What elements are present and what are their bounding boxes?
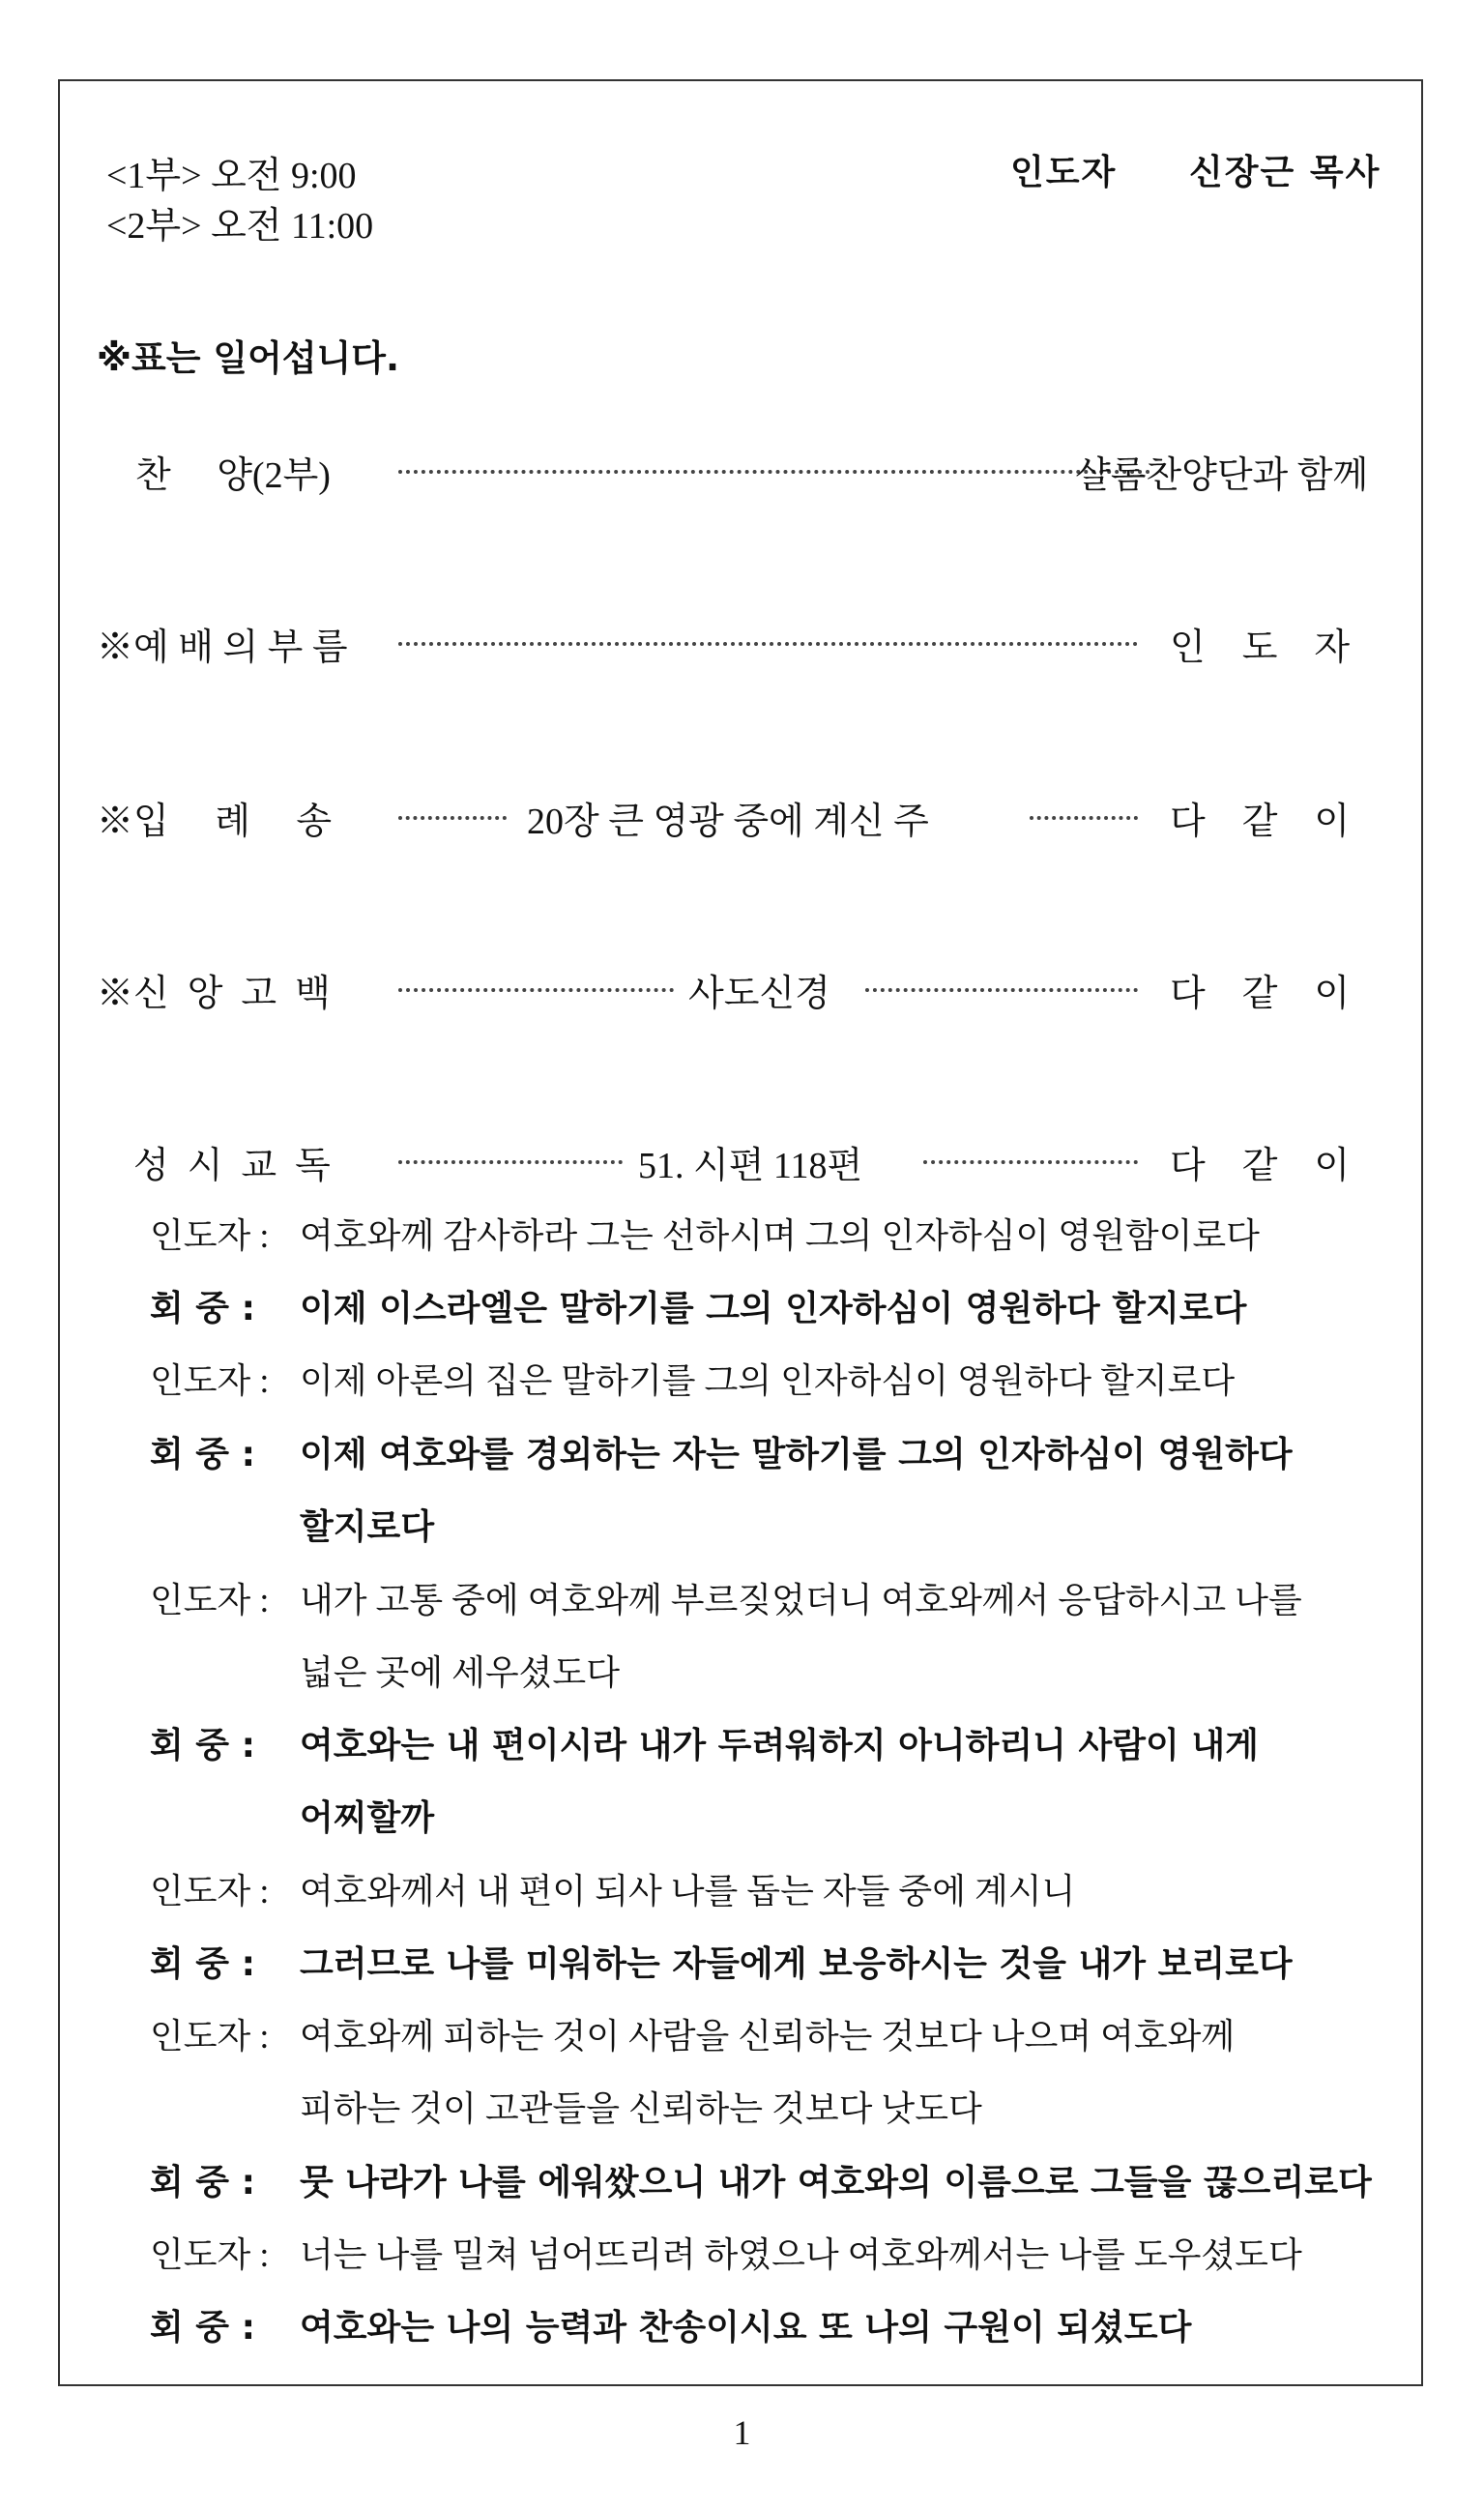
speaker-label: 회 중 :	[150, 1726, 256, 1765]
reading-line-congregation	[150, 1718, 1259, 1767]
reading-continuation: 어찌할까	[300, 1798, 435, 1838]
reading-line-leader	[150, 1209, 1260, 1258]
order-label: ※예 배 의 부 름	[97, 627, 348, 668]
speaker-label: 인도자 :	[150, 1361, 270, 1400]
order-item-opening-hymn	[97, 791, 1382, 849]
reading-line-congregation	[150, 2155, 1372, 2204]
leader-dots	[398, 812, 507, 820]
order-right: 인 도 자	[1170, 627, 1351, 668]
leader-dots	[398, 638, 1138, 646]
standing-note: ※표는 일어섭니다.	[97, 337, 400, 379]
speaker-label: 회 중 :	[150, 2163, 256, 2203]
reading-line-leader	[150, 1864, 1076, 1913]
reading-line-leader	[150, 1573, 1302, 1622]
order-item-responsive-reading	[97, 1135, 1382, 1193]
leader-dots	[1030, 812, 1138, 820]
order-right: 샬롬찬양단과 함께	[1075, 455, 1369, 496]
order-middle: 51. 시편 118편	[638, 1146, 863, 1186]
reading-text: 이제 아론의 집은 말하기를 그의 인자하심이 영원하다 할지로다	[300, 1361, 1236, 1400]
order-label: ※입 례 송	[97, 802, 333, 842]
reading-text: 그러므로 나를 미워하는 자들에게 보응하시는 것을 내가 보리로다	[300, 1944, 1293, 1984]
order-item-creed	[97, 963, 1382, 1021]
order-item-praise	[97, 445, 1382, 503]
speaker-label: 회 중 :	[150, 2308, 256, 2348]
reading-continuation: 피하는 것이 고관들을 신뢰하는 것보다 낫도다	[300, 2089, 982, 2128]
director-name: 신장근 목사	[1189, 153, 1382, 192]
leader-dots	[398, 466, 1150, 474]
reading-line-congregation	[150, 1281, 1247, 1330]
leader-dots	[865, 984, 1138, 992]
leader-dots	[398, 984, 674, 992]
order-middle: 20장 큰 영광 중에 계신 주	[527, 802, 929, 842]
reading-text: 이제 이스라엘은 말하기를 그의 인자하심이 영원하다 할지로다	[300, 1289, 1247, 1328]
reading-text: 여호와께 피하는 것이 사람을 신뢰하는 것보다 나으며 여호와께	[300, 2017, 1236, 2056]
order-label: 성 시 교 독	[133, 1146, 331, 1186]
leader-dots	[398, 1156, 623, 1164]
reading-line-congregation	[150, 1937, 1293, 1986]
order-right: 다 같 이	[1170, 802, 1351, 842]
speaker-label: 인도자 :	[150, 1581, 270, 1619]
speaker-label: 인도자 :	[150, 1216, 270, 1255]
reading-text: 여호와께 감사하라 그는 선하시며 그의 인자하심이 영원함이로다	[300, 1216, 1260, 1255]
order-right: 다 같 이	[1170, 1146, 1351, 1186]
reading-line-congregation	[150, 2300, 1192, 2349]
service-time-2: <2부> 오전 11:00	[106, 206, 374, 247]
reading-text: 내가 고통 중에 여호와께 부르짖었더니 여호와께서 응답하시고 나를	[300, 1581, 1302, 1619]
reading-line-leader	[150, 2009, 1236, 2058]
reading-line-leader	[150, 1354, 1236, 1403]
reading-line-congregation	[150, 1427, 1293, 1476]
reading-text: 여호와는 내 편이시라 내가 두려워하지 아니하리니 사람이 내게	[300, 1726, 1259, 1765]
reading-line-leader	[150, 2228, 1302, 2277]
page-number: 1	[733, 2413, 751, 2452]
speaker-label: 인도자 :	[150, 2017, 270, 2056]
speaker-label: 회 중 :	[150, 1289, 256, 1328]
order-label: 찬 양(2부)	[135, 455, 331, 496]
reading-text: 너는 나를 밀쳐 넘어뜨리려 하였으나 여호와께서는 나를 도우셨도다	[300, 2235, 1302, 2274]
service-time-1: <1부> 오전 9:00	[106, 156, 357, 196]
speaker-label: 회 중 :	[150, 1435, 256, 1474]
reading-text: 뭇 나라가 나를 에워쌌으니 내가 여호와의 이름으로 그들을 끊으리로다	[300, 2163, 1372, 2203]
leader-dots	[923, 1156, 1138, 1164]
order-label: ※신 앙 고 백	[97, 974, 331, 1014]
reading-text: 여호와는 나의 능력과 찬송이시요 또 나의 구원이 되셨도다	[300, 2308, 1192, 2348]
reading-continuation: 넓은 곳에 세우셨도다	[300, 1653, 620, 1692]
order-right: 다 같 이	[1170, 974, 1351, 1014]
reading-text: 이제 여호와를 경외하는 자는 말하기를 그의 인자하심이 영원하다	[300, 1435, 1293, 1474]
order-middle: 사도신경	[688, 974, 830, 1014]
speaker-label: 인도자 :	[150, 1872, 270, 1911]
reading-text: 여호와께서 내 편이 되사 나를 돕는 자들 중에 계시니	[300, 1872, 1076, 1911]
speaker-label: 회 중 :	[150, 1944, 256, 1984]
speaker-label: 인도자 :	[150, 2235, 270, 2274]
order-item-call-to-worship	[97, 617, 1382, 675]
director-label: 인도자	[1010, 153, 1118, 192]
reading-continuation: 할지로다	[300, 1507, 435, 1547]
